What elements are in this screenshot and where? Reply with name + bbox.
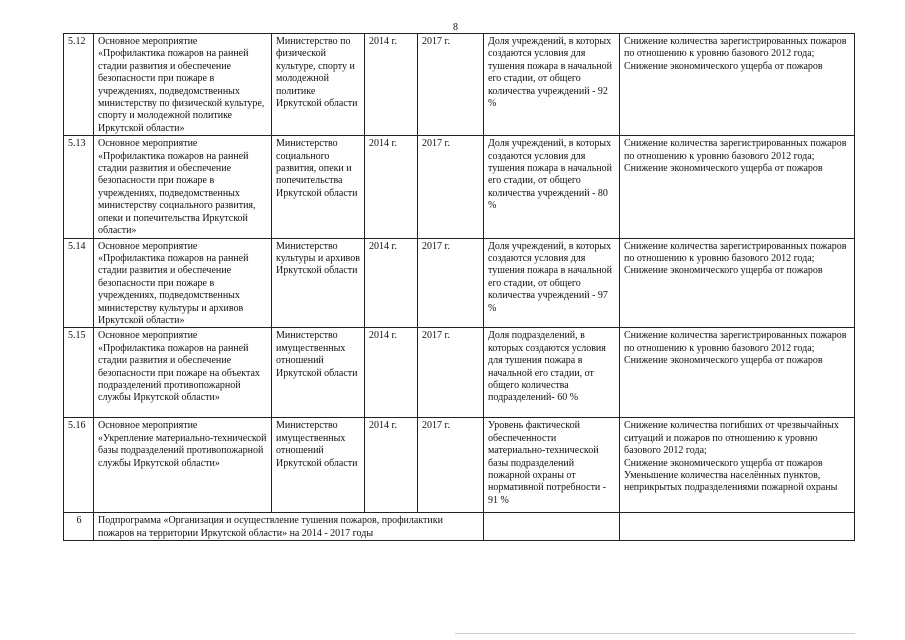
indicator-cell: Доля подразделений, в которых создаются условия для тушения пожара в начальной его стадии, от общего количества подразделений- 60 %	[484, 328, 620, 418]
result-cell: Снижение количества зарегистрированных пожаров по отношению к уровню базового 2012 года; Снижение экономического ущерба от пожаров	[620, 238, 855, 328]
end-year-cell: 2017 г.	[418, 328, 484, 418]
event-cell: Основное мероприятие «Профилактика пожаров на ранней стадии развития и обеспечение безопасности при пожаре на объектах подразделений противопожарной службы Иркутской области»	[94, 328, 272, 418]
start-year-cell: 2014 г.	[365, 238, 418, 328]
table-row	[64, 418, 855, 513]
table-row	[64, 136, 855, 238]
result-cell: Снижение количества зарегистрированных пожаров по отношению к уровню базового 2012 года; Снижение экономического ущерба от пожаров	[620, 136, 855, 238]
row-number: 5.15	[64, 328, 94, 418]
result-cell: Снижение количества зарегистрированных пожаров по отношению к уровню базового 2012 года; Снижение экономического ущерба от пожаров	[620, 34, 855, 136]
executor-cell: Министерство имущественных отношений Иркутской области	[272, 328, 365, 418]
indicator-cell: Доля учреждений, в которых создаются условия для тушения пожара в начальной его стадии, от общего количества учреждений - 92 %	[484, 34, 620, 136]
indicator-cell: Уровень фактической обеспеченности материально-технической базы подразделений пожарной охраны от нормативной потребности - 91 %	[484, 418, 620, 513]
result-cell: Снижение количества погибших от чрезвычайных ситуаций и пожаров по отношению к уровню базового 2012 года; Снижение экономического ущерба от пожаров Уменьшение количества населённых пунктов, неприкрытых подразделениями пожарной охраны	[620, 418, 855, 513]
table-row	[64, 328, 855, 418]
event-cell: Основное мероприятие «Профилактика пожаров на ранней стадии развития и обеспечение безопасности при пожаре в учреждениях, подведомственных министерству культуры и архивов Иркутской области»	[94, 238, 272, 328]
indicator-cell: Доля учреждений, в которых создаются условия для тушения пожара в начальной его стадии, от общего количества учреждений - 80 %	[484, 136, 620, 238]
empty-cell	[484, 513, 620, 541]
executor-cell: Министерство имущественных отношений Иркутской области	[272, 418, 365, 513]
start-year-cell: 2014 г.	[365, 418, 418, 513]
end-year-cell: 2017 г.	[418, 418, 484, 513]
indicator-cell: Доля учреждений, в которых создаются условия для тушения пожара в начальной его стадии, от общего количества учреждений - 97 %	[484, 238, 620, 328]
subprogram-number: 6	[64, 513, 94, 541]
executor-cell: Министерство по физической культуре, спорту и молодежной политике Иркутской области	[272, 34, 365, 136]
event-cell: Основное мероприятие «Укрепление материально-технической базы подразделений противопожарной службы Иркутской области»	[94, 418, 272, 513]
subprogram-title: Подпрограмма «Организация и осуществление тушения пожаров, профилактики пожаров на территории Иркутской области» на 2014 - 2017 годы	[94, 513, 484, 541]
executor-cell: Министерство социального развития, опеки и попечительства Иркутской области	[272, 136, 365, 238]
row-number: 5.14	[64, 238, 94, 328]
table-row	[64, 238, 855, 328]
row-number: 5.16	[64, 418, 94, 513]
end-year-cell: 2017 г.	[418, 34, 484, 136]
start-year-cell: 2014 г.	[365, 328, 418, 418]
event-cell: Основное мероприятие «Профилактика пожаров на ранней стадии развития и обеспечение безопасности при пожаре в учреждениях, подведомственных министерству социального развития, опеки и попечительства Иркутской области»	[94, 136, 272, 238]
measures-table	[63, 33, 855, 541]
event-cell: Основное мероприятие «Профилактика пожаров на ранней стадии развития и обеспечение безопасности при пожаре в учреждениях, подведомственных министерству по физической культуре, спорту и молодежной политике Иркутской области»	[94, 34, 272, 136]
scan-artifact-line	[455, 633, 855, 634]
table-row	[64, 34, 855, 136]
result-cell: Снижение количества зарегистрированных пожаров по отношению к уровню базового 2012 года; Снижение экономического ущерба от пожаров	[620, 328, 855, 418]
subprogram-row	[64, 513, 855, 541]
row-number: 5.12	[64, 34, 94, 136]
end-year-cell: 2017 г.	[418, 238, 484, 328]
start-year-cell: 2014 г.	[365, 136, 418, 238]
executor-cell: Министерство культуры и архивов Иркутской области	[272, 238, 365, 328]
start-year-cell: 2014 г.	[365, 34, 418, 136]
page-number: 8	[453, 22, 458, 33]
row-number: 5.13	[64, 136, 94, 238]
empty-cell	[620, 513, 855, 541]
end-year-cell: 2017 г.	[418, 136, 484, 238]
